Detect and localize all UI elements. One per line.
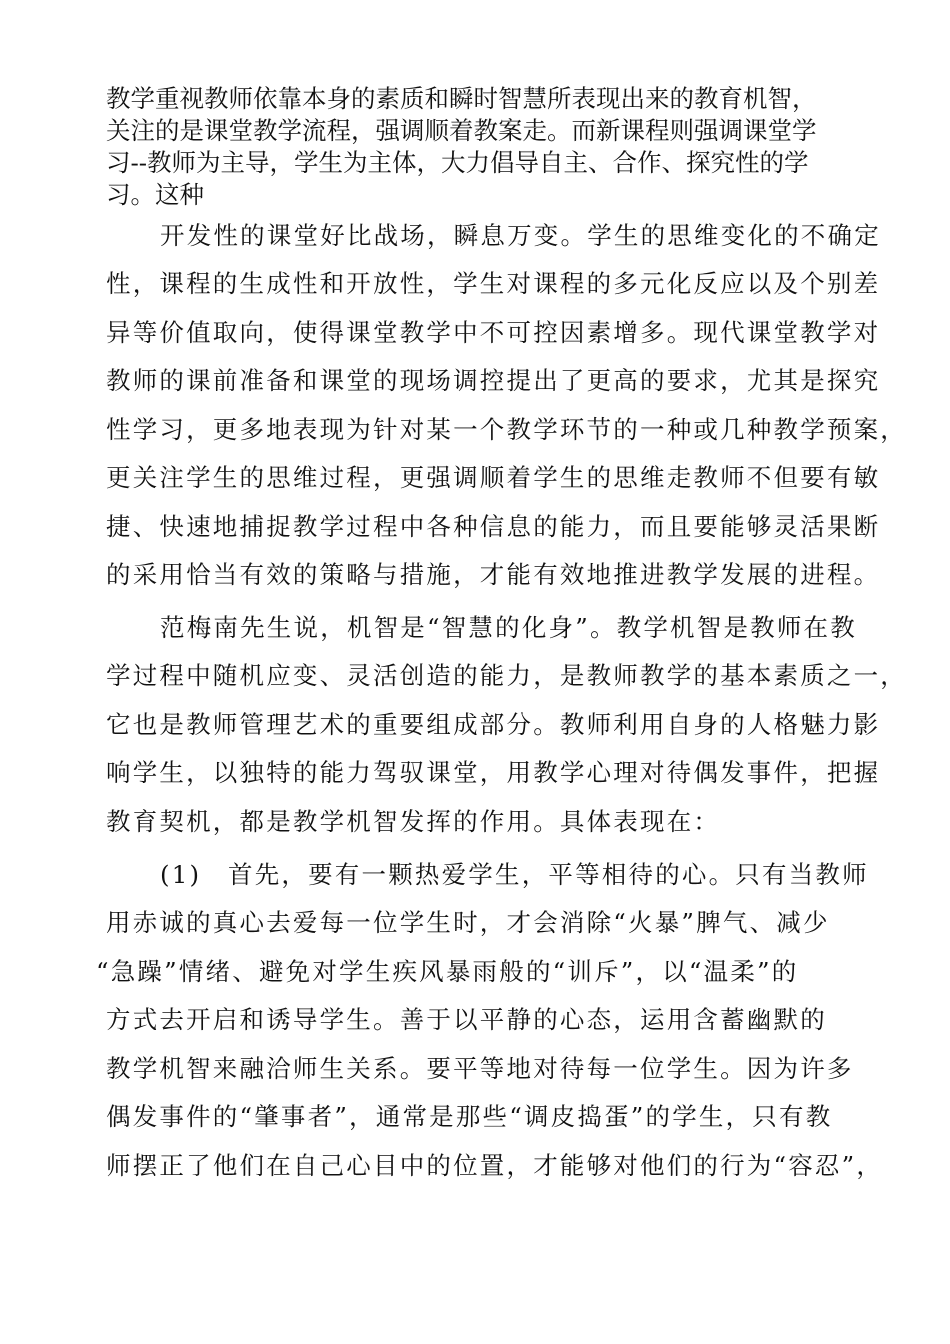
text-line: 教学机智来融洽师生关系。要平等地对待每一位学生。因为许多 — [106, 1054, 854, 1083]
text-line: 捷、快速地捕捉教学过程中各种信息的能力，而且要能够灵活果断 — [106, 512, 881, 541]
text-line: 范梅南先生说，机智是“智慧的化身”。教学机智是教师在教 — [160, 613, 857, 642]
text-line: 师摆正了他们在自己心目中的位置，才能够对他们的行为“容忍”， — [106, 1151, 884, 1180]
text-line: 更关注学生的思维过程，更强调顺着学生的思维走教师不但要有敏 — [106, 463, 881, 492]
text-line: 的采用恰当有效的策略与措施，才能有效地推进教学发展的进程。 — [106, 560, 881, 589]
text-line: 异等价值取向，使得课堂教学中不可控因素增多。现代课堂教学对 — [106, 318, 881, 347]
text-line: 性学习，更多地表现为针对某一个教学环节的一种或几种教学预案， — [106, 415, 907, 444]
text-line: 开发性的课堂好比战场，瞬息万变。学生的思维变化的不确定 — [160, 221, 881, 250]
text-line: 响学生，以独特的能力驾驭课堂，用教学心理对待偶发事件，把握 — [106, 758, 881, 787]
text-line: 习。这种 — [106, 180, 204, 209]
text-line: 它也是教师管理艺术的重要组成部分。教师利用自身的人格魅力影 — [106, 710, 881, 739]
text-line: 用赤诚的真心去爱每一位学生时，才会消除“火暴”脾气、减少 — [106, 908, 830, 937]
text-line: 习--教师为主导，学生为主体，大力倡导自主、合作、探究性的学 — [106, 148, 809, 177]
text-line: 性，课程的生成性和开放性，学生对课程的多元化反应以及个别差 — [106, 269, 881, 298]
text-line: 方式去开启和诱导学生。善于以平静的心态，运用含蓄幽默的 — [106, 1005, 827, 1034]
text-line: (1) 首先，要有一颗热爱学生，平等相待的心。只有当教师 — [160, 860, 869, 889]
text-line: 教育契机，都是教学机智发挥的作用。具体表现在： — [106, 807, 721, 836]
text-line: 关注的是课堂教学流程，强调顺着教案走。而新课程则强调课堂学 — [106, 116, 817, 145]
text-line: 教学重视教师依靠本身的素质和瞬时智慧所表现出来的教育机智， — [106, 84, 817, 113]
text-line: 学过程中随机应变、灵活创造的能力，是教师教学的基本素质之一， — [106, 661, 907, 690]
text-line: “急躁”情绪、避免对学生疾风暴雨般的“训斥”，以“温柔”的 — [96, 957, 799, 986]
text-line: 偶发事件的“肇事者”，通常是那些“调皮捣蛋”的学生，只有教 — [106, 1102, 833, 1131]
text-line: 教师的课前准备和课堂的现场调控提出了更高的要求，尤其是探究 — [106, 366, 881, 395]
